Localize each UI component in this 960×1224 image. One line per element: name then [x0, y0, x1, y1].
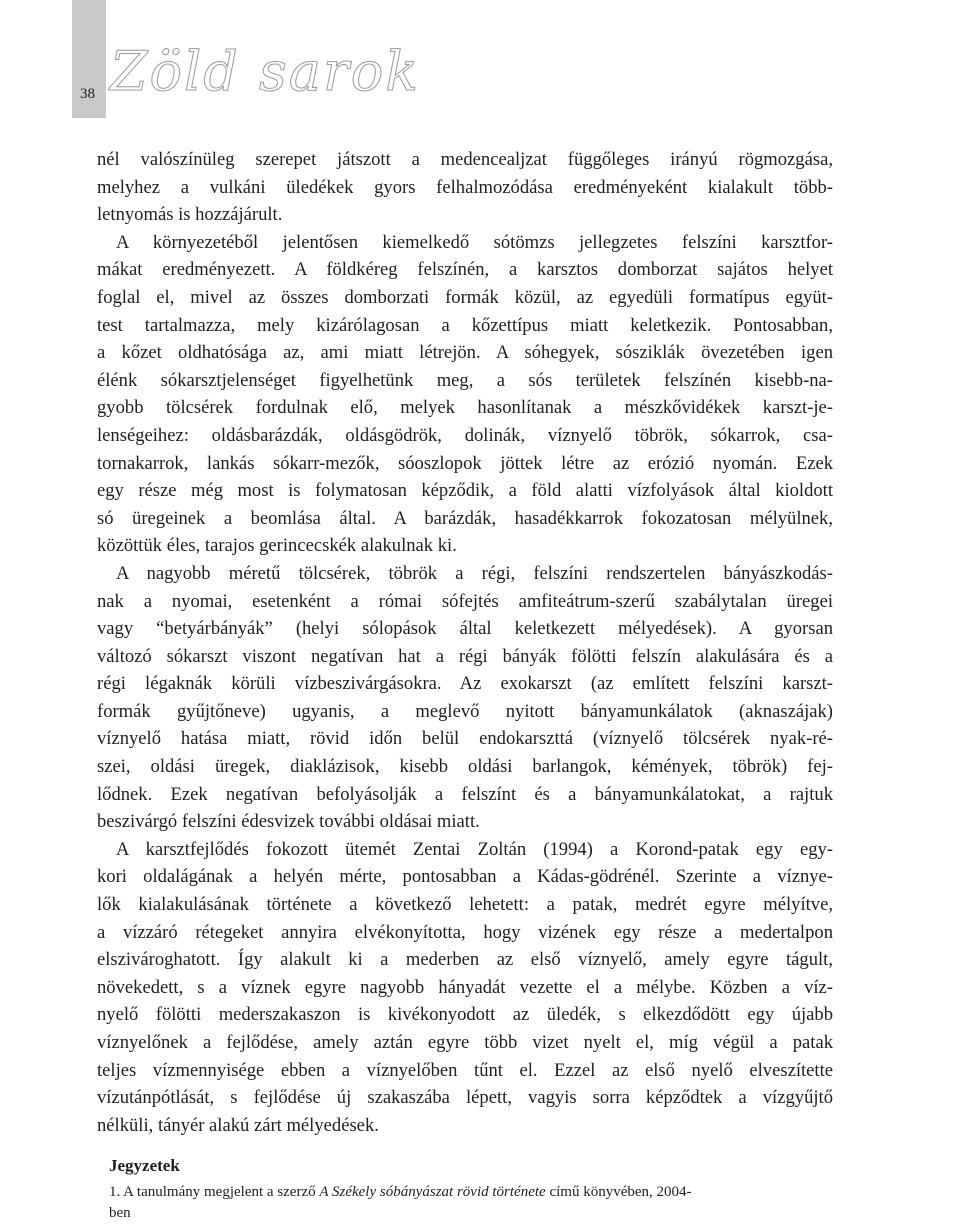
body-line: régi légaknák körüli vízbeszivárgásokra. Az exokarszt (az említett felszíni karszt- — [97, 673, 833, 695]
body-line: növekedett, s a víznek egyre nagyobb hányadát vezette el a mélybe. Közben a víz- — [97, 976, 833, 998]
body-line: közöttük éles, tarajos gerincecskék alakulnak ki. — [97, 535, 457, 557]
body-line: élénk sókarsztjelenséget figyelhetünk meg, a sós területek felszínén kisebb-na- — [97, 369, 833, 391]
body-line: lők kialakulásának története a következő lehetett: a patak, medrét egyre mélyítve, — [97, 894, 833, 916]
body-line: A környezetéből jelentősen kiemelkedő sótömzs jellegzetes felszíni karsztfor- — [116, 231, 833, 253]
body-line: mákat eredményezett. A földkéreg felszínén, a karsztos domborzat sajátos helyet — [97, 259, 833, 281]
body-line: foglal el, mivel az összes domborzati formák közül, az egyedüli formatípus együt- — [97, 286, 833, 308]
body-line: letnyomás is hozzájárult. — [97, 204, 283, 226]
body-line: melyhez a vulkáni üledékek gyors felhalmozódása eredményeként kialakult több- — [97, 176, 833, 198]
notes-title: Jegyzetek — [109, 1156, 180, 1175]
body-line: kori oldalágának a helyén mérte, pontosabban a Kádas-gödrénél. Szerinte a víznye- — [97, 866, 833, 888]
section-title: Zöld sarok — [110, 40, 420, 103]
body-line: A nagyobb méretű tölcsérek, töbrök a régi, felszíni rendszertelen bányászkodás- — [116, 562, 833, 584]
body-line: vagy “betyárbányák” (helyi sólopások által keletkezett mélyedések). A gyorsan — [97, 618, 833, 640]
body-line: változó sókarszt viszont negatívan hat a régi bányák fölötti felszín alakulására és a — [97, 645, 833, 667]
body-line: tornakarrok, lankás sókarr-mezők, sóoszlopok jöttek létre az erózió nyomán. Ezek — [97, 452, 833, 474]
body-line: nélküli, tányér alakú zárt mélyedések. — [97, 1114, 379, 1136]
body-line: teljes vízmennyisége ebben a víznyelőben tűnt el. Ezzel az első nyelő elveszítette — [97, 1059, 833, 1081]
page-number: 38 — [80, 86, 95, 102]
body-line: formák gyűjtőneve) ugyanis, a meglevő nyitott bányamunkálatok (aknaszájak) — [97, 700, 833, 722]
note-1 — [109, 1182, 809, 1224]
body-line: lődnek. Ezek negatívan befolyásolják a felszínt és a bányamunkálatokat, a rajtuk — [97, 783, 833, 805]
body-line: szei, oldási üregek, diaklázisok, kisebb oldási barlangok, kémények, töbrök) fej- — [97, 756, 833, 778]
body-line: egy része még most is folymatosan képződik, a föld alatti vízfolyások által kioldott — [97, 480, 833, 502]
note-1-prefix: 1. A tanulmány megjelent a szerző — [109, 1184, 320, 1200]
body-line: só üregeinek a beomlása által. A barázdák, hasadékkarrok fokozatosan mélyülnek, — [97, 507, 833, 529]
body-line: vízutánpótlását, s fejlődése új szakaszába lépett, vagyis sorra képződtek a vízgyűjtő — [97, 1087, 833, 1109]
body-line: lenségeihez: oldásbarázdák, oldásgödrök, dolinák, víznyelő töbrök, sókarrok, csa- — [97, 424, 833, 446]
body-line: A karsztfejlődés fokozott ütemét Zentai Zoltán (1994) a Korond-patak egy egy- — [116, 838, 833, 860]
body-line: beszivárgó felszíni édesvizek további oldásai miatt. — [97, 811, 480, 833]
body-line: a vízzáró rétegeket annyira elvékonyította, hogy vizének egy része a medertalpon — [97, 921, 833, 943]
body-line: nak a nyomai, esetenként a római sófejtés amfiteátrum-szerű szabálytalan üregei — [97, 590, 833, 612]
body-line: víznyelőnek a fejlődése, amely aztán egyre több vizet nyelt el, míg végül a patak — [97, 1032, 833, 1053]
body-line: nél valószínüleg szerepet játszott a medencealjzat függőleges irányú rögmozgása, — [97, 149, 833, 170]
body-line: nyelő fölötti mederszakaszon is kivékonyodott az üledék, s elkezdődött egy újabb — [97, 1004, 833, 1026]
body-line: elszivároghatott. Így alakult ki a mederben az első víznyelő, amely egyre tágult, — [97, 949, 833, 971]
body-text — [97, 146, 833, 1139]
body-line: a kőzet oldhatósága az, ami miatt létrejön. A sóhegyek, sósziklák övezetében igen — [97, 342, 833, 364]
body-line: víznyelő hatása miatt, rövid időn belül endokarszttá (víznyelő tölcsérek nyak-ré- — [97, 728, 833, 750]
body-line: gyobb tölcsérek fordulnak elő, melyek hasonlítanak a mészkővidékek karszt-je- — [97, 397, 833, 419]
note-1-continuation: ben — [109, 1205, 131, 1221]
note-1-book-title: A Székely sóbányászat rövid története — [319, 1184, 546, 1200]
note-1-suffix: című könyvében, 2004- — [545, 1184, 692, 1200]
body-line: test tartalmazza, mely kizárólagosan a kőzettípus miatt keletkezik. Pontosabban, — [97, 314, 833, 336]
